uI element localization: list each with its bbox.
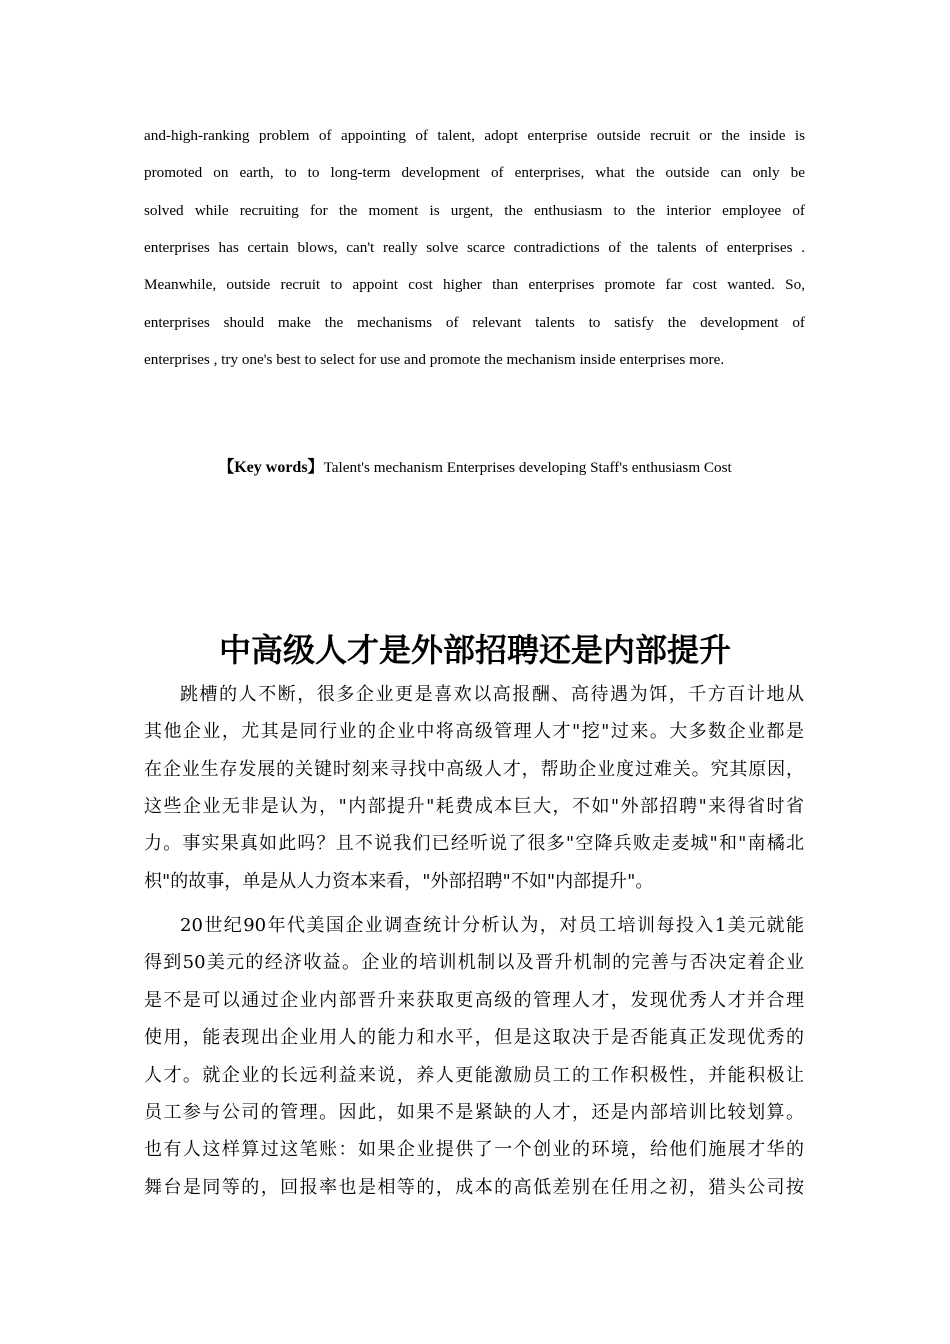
abstract-line: enterprises has certain blows, can't really solve scarce contradictions of the talents of enterprises . <box>144 239 805 256</box>
abstract-line: solved while recruiting for the moment is urgent, the enthusiasm to the interior employee of <box>144 202 805 219</box>
abstract-line: enterprises should make the mechanisms of relevant talents to satisfy the development of <box>144 314 805 331</box>
paragraph-line: 跳槽的人不断，很多企业更是喜欢以高报酬、高待遇为饵，千方百计地从 <box>180 684 804 705</box>
article-title: 中高级人才是外部招聘还是内部提升 <box>218 631 731 669</box>
paragraph-line: 员工参与公司的管理。因此，如果不是紧缺的人才，还是内部培训比较划算。 <box>144 1102 804 1123</box>
paragraph-line: 得到50美元的经济收益。企业的培训机制以及晋升机制的完善与否决定着企业 <box>144 952 804 973</box>
paragraph-line: 力。事实果真如此吗？且不说我们已经听说了很多"空降兵败走麦城"和"南橘北 <box>144 833 804 854</box>
paragraph-line: 使用，能表现出企业用人的能力和水平，但是这取决于是否能真正发现优秀的 <box>144 1027 804 1048</box>
paragraph-line: 20世纪90年代美国企业调查统计分析认为，对员工培训每投入1美元就能 <box>180 915 804 936</box>
keywords-label: 【Key words】 <box>218 459 324 476</box>
paragraph-line: 其他企业，尤其是同行业的企业中将高级管理人才"挖"过来。大多数企业都是 <box>144 721 804 742</box>
abstract-line: enterprises , try one's best to select for use and promote the mechanism inside enterprises more. <box>144 351 725 368</box>
abstract-line: and-high-ranking problem of appointing of talent, adopt enterprise outside recruit or the inside is <box>144 127 805 144</box>
paragraph-line: 人才。就企业的长远利益来说，养人更能激励员工的工作积极性，并能积极让 <box>144 1065 804 1086</box>
paragraph-line: 舞台是同等的，回报率也是相等的，成本的高低差别在任用之初，猎头公司按 <box>144 1177 804 1198</box>
paragraph-line: 这些企业无非是认为，"内部提升"耗费成本巨大，不如"外部招聘"来得省时省 <box>144 796 804 817</box>
paragraph-line: 也有人这样算过这笔账：如果企业提供了一个创业的环境，给他们施展才华的 <box>144 1139 804 1160</box>
paragraph-line: 是不是可以通过企业内部晋升来获取更高级的管理人才，发现优秀人才并合理 <box>144 990 804 1011</box>
paragraph-line: 在企业生存发展的关键时刻来寻找中高级人才，帮助企业度过难关。究其原因， <box>144 759 804 780</box>
paragraph-line: 枳"的故事，单是从人力资本来看，"外部招聘"不如"内部提升"。 <box>144 871 654 892</box>
abstract-line: Meanwhile, outside recruit to appoint cost higher than enterprises promote far cost wanted. So, <box>144 276 805 293</box>
abstract-line: promoted on earth, to to long-term development of enterprises, what the outside can only be <box>144 164 805 181</box>
keywords <box>0 454 950 477</box>
keywords-items: Talent's mechanism Enterprises developing Staff's enthusiasm Cost <box>323 459 732 476</box>
